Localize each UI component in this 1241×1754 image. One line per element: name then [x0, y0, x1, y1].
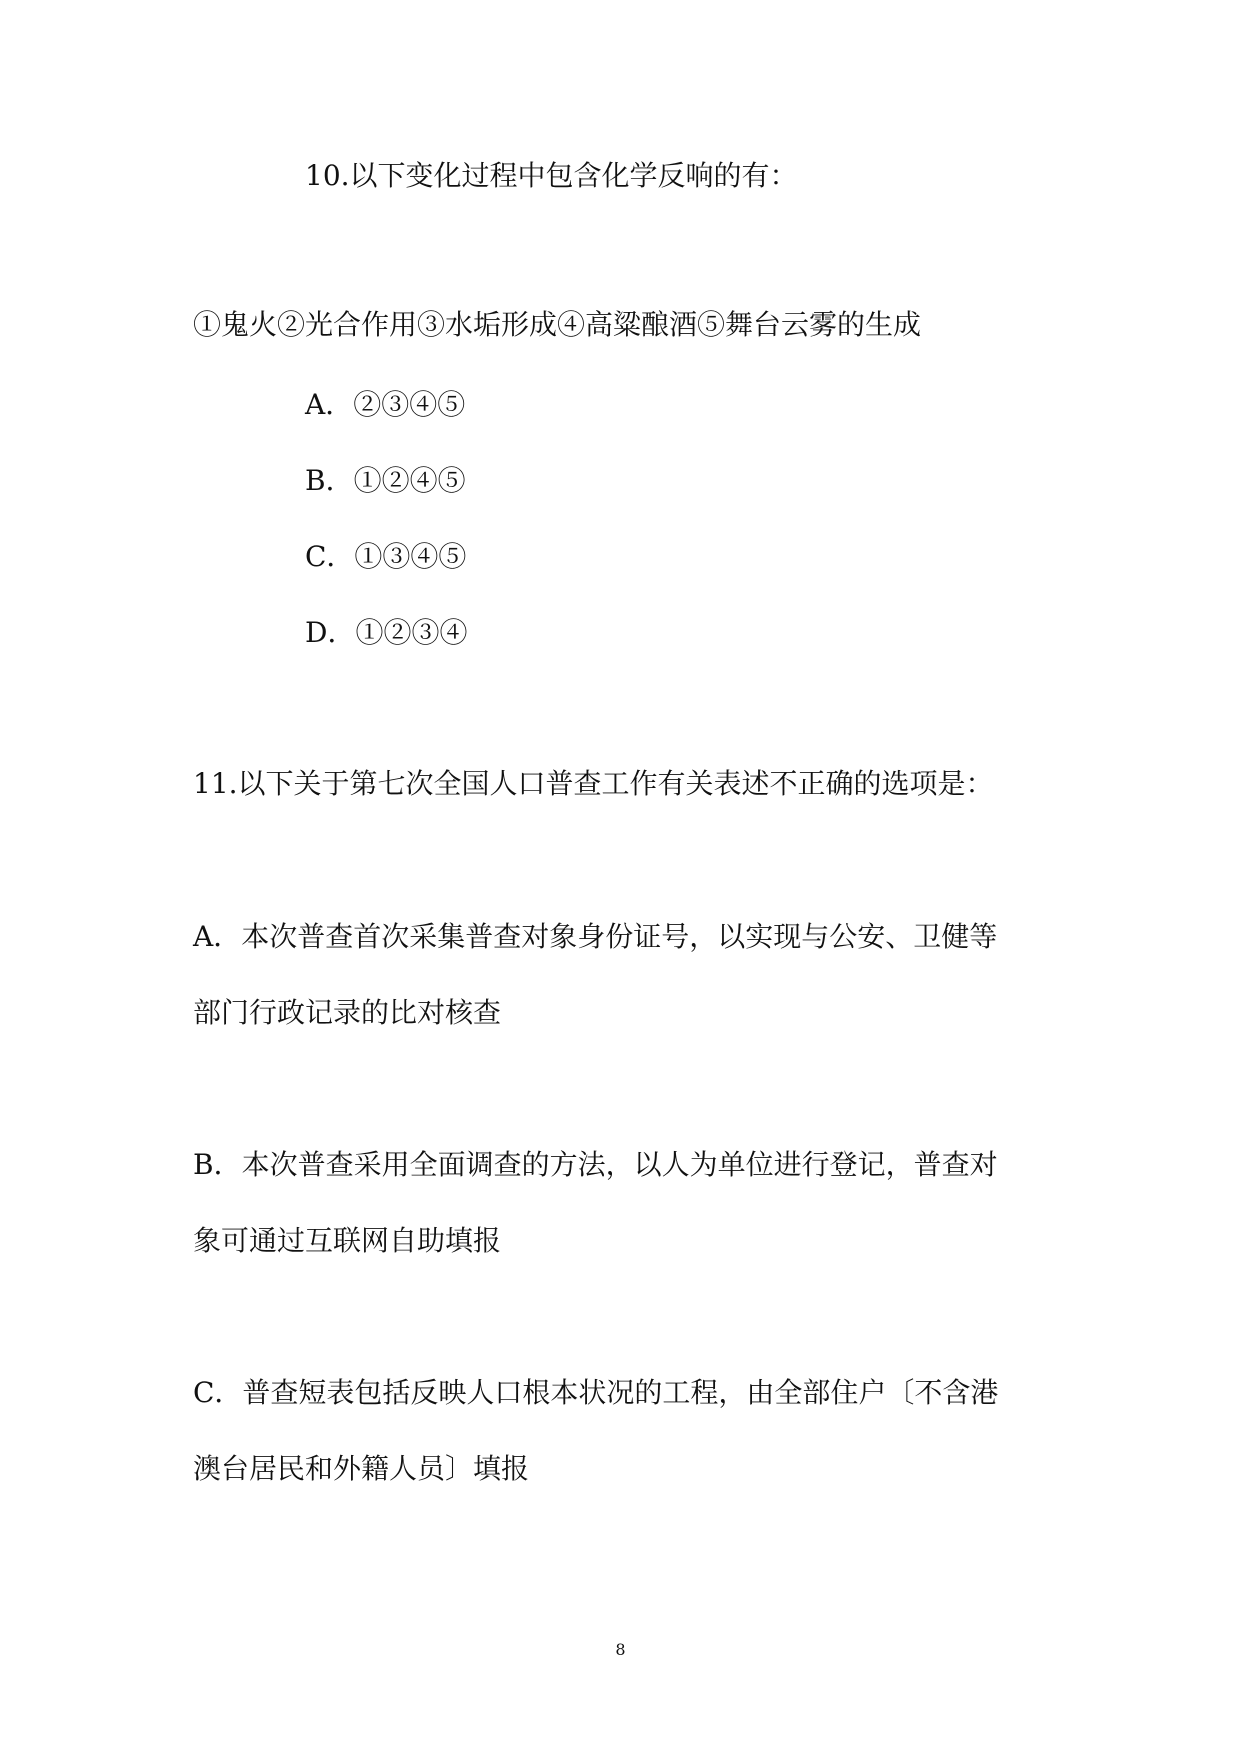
question-11-option-b-line1: B．本次普查采用全面调查的方法，以人为单位进行登记，普查对 [193, 1148, 998, 1181]
question-10-option-b: B．①②④⑤ [305, 464, 466, 497]
page-number: 8 [615, 1640, 626, 1659]
question-10-items: ①鬼火②光合作用③水垢形成④高粱酿酒⑤舞台云雾的生成 [193, 308, 922, 341]
question-11-option-c-line1: C．普查短表包括反映人口根本状况的工程，由全部住户〔不含港 [193, 1376, 999, 1409]
question-11-option-b-line2: 象可通过互联网自助填报 [193, 1224, 502, 1257]
question-10-option-d: D．①②③④ [305, 616, 468, 649]
question-10-option-a: A．②③④⑤ [305, 388, 466, 421]
question-11-option-c-line2: 澳台居民和外籍人员〕填报 [193, 1452, 530, 1485]
question-11-option-a-line1: A．本次普查首次采集普查对象身份证号，以实现与公安、卫健等 [193, 920, 998, 953]
question-10-option-c: C．①③④⑤ [305, 540, 467, 573]
question-11-stem: 11.以下关于第七次全国人口普查工作有关表述不正确的选项是： [193, 767, 994, 800]
question-10-stem: 10.以下变化过程中包含化学反响的有： [305, 159, 798, 192]
question-11-option-a-line2: 部门行政记录的比对核查 [193, 996, 502, 1029]
